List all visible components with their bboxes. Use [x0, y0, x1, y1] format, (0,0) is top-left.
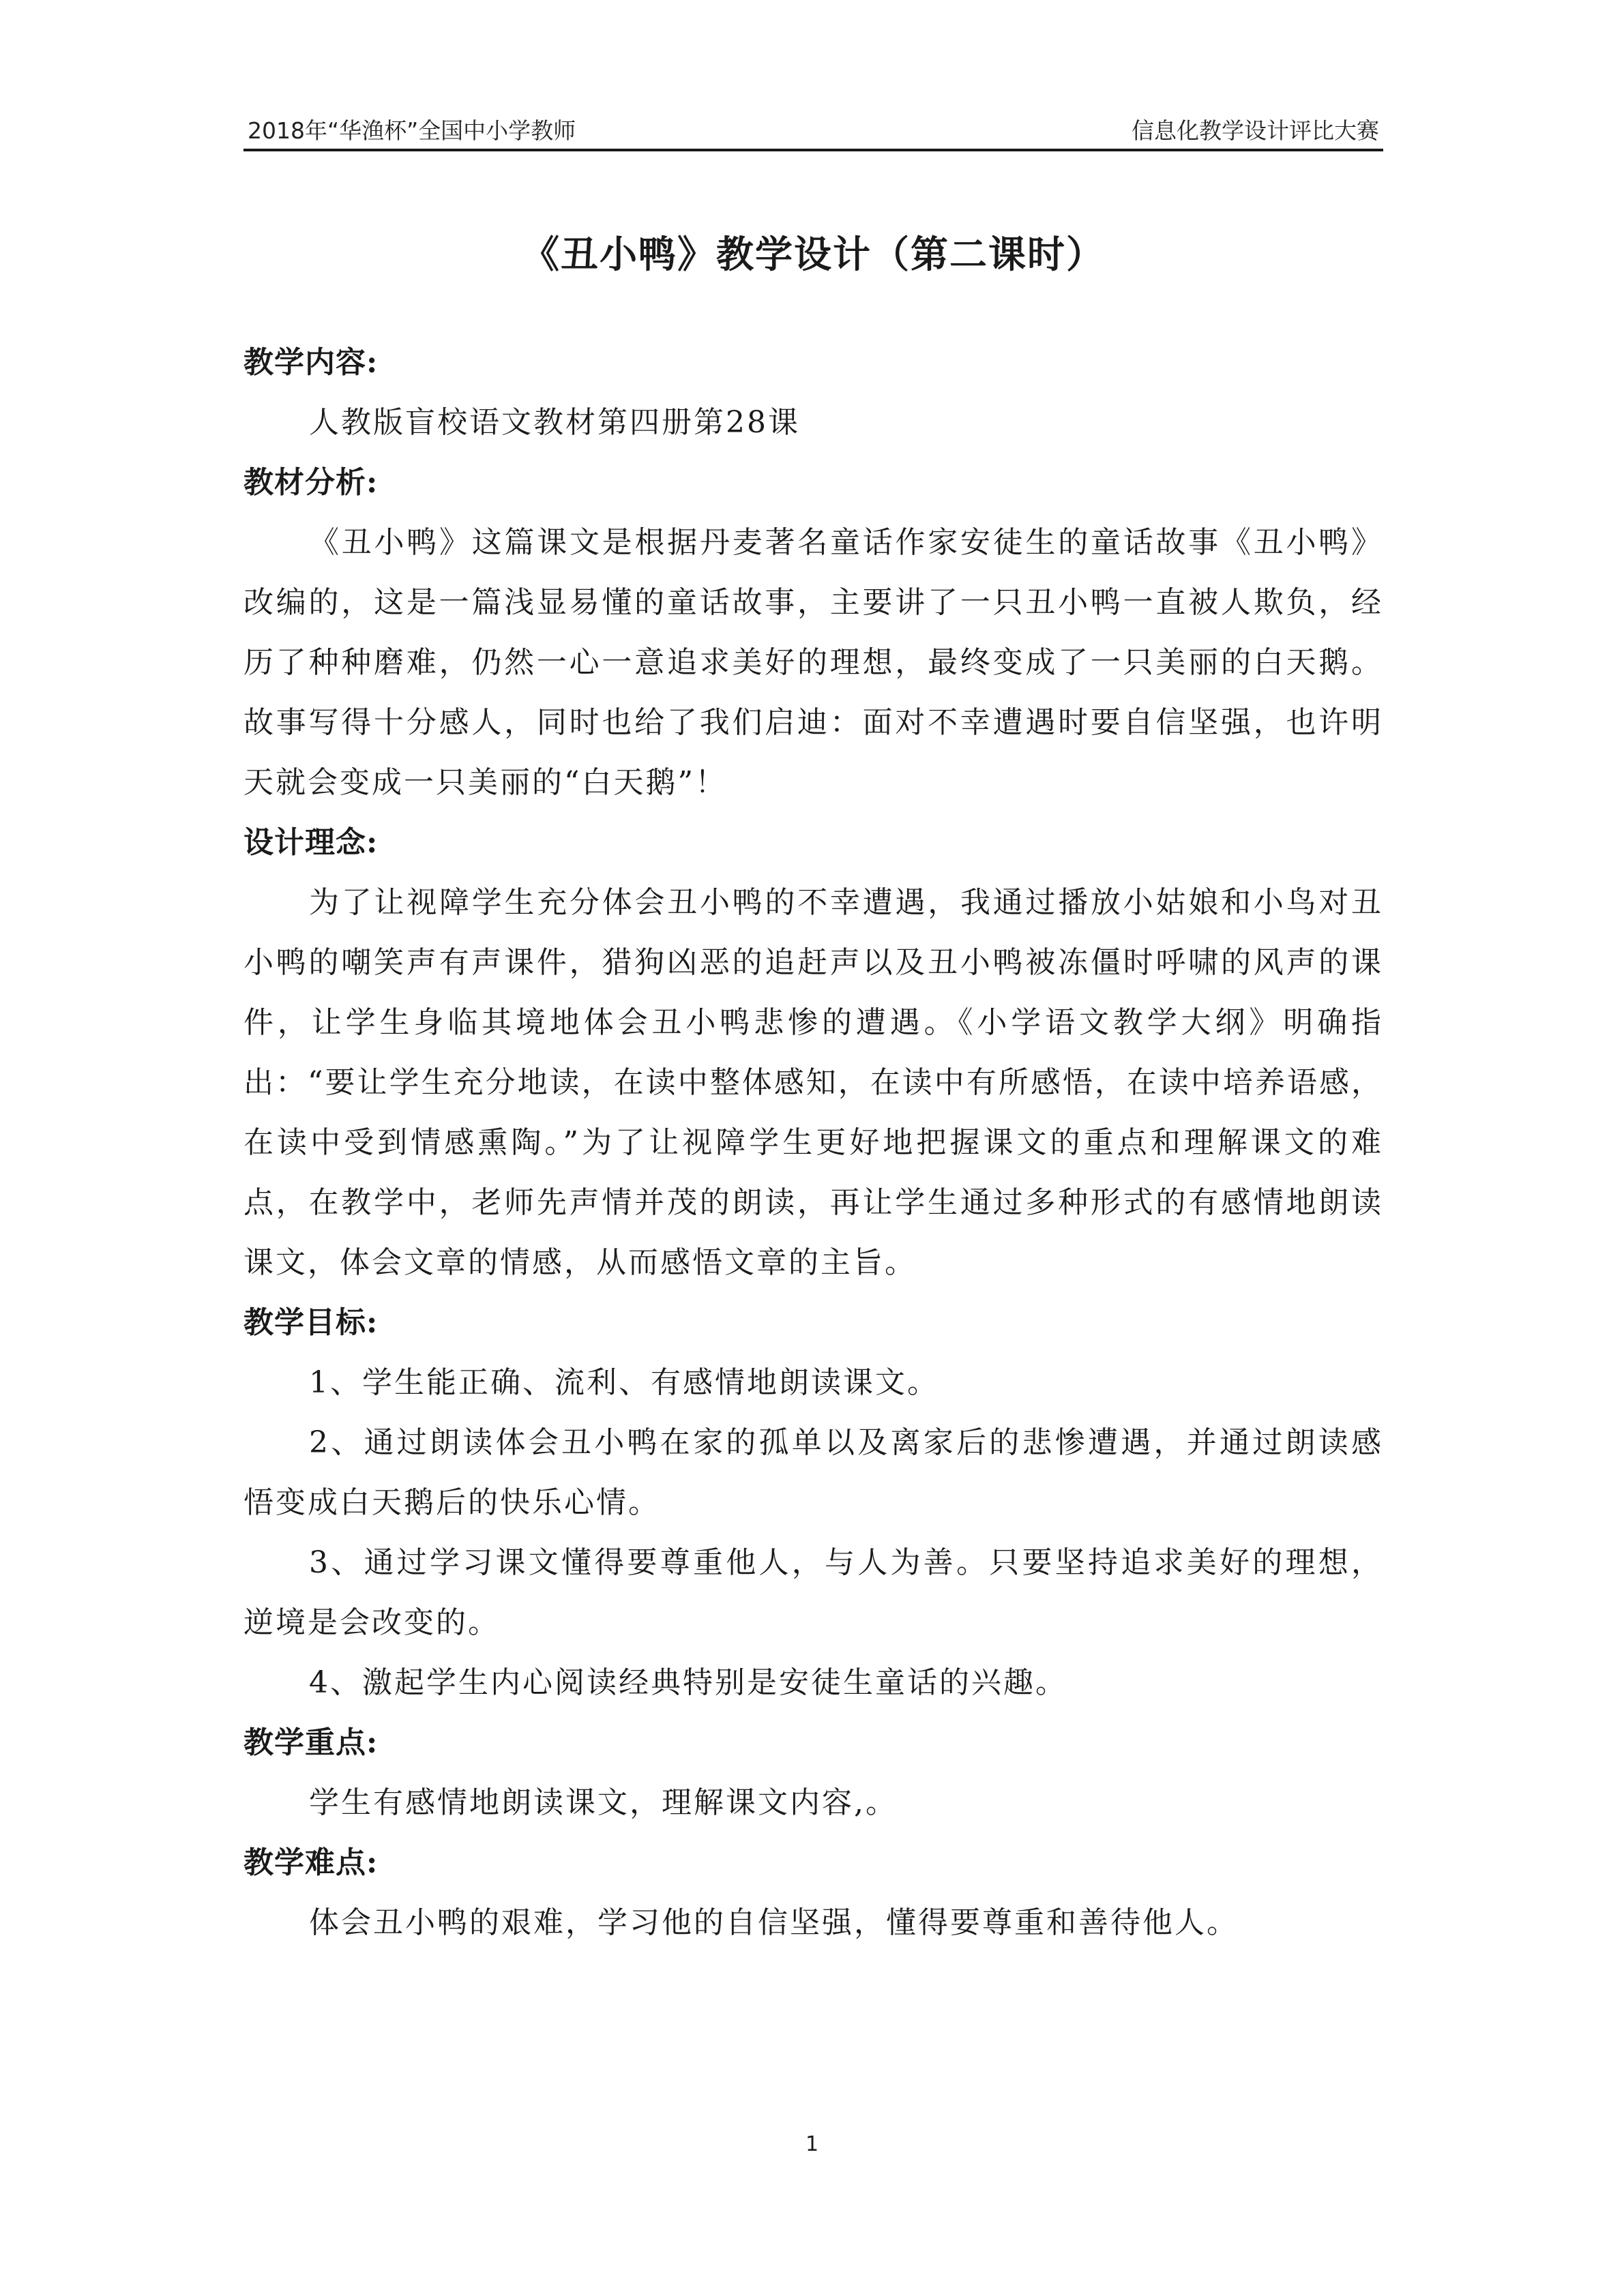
header-left-text: 2018年“华渔杯”全国中小学教师 [248, 117, 576, 144]
section-heading-concept: 设计理念: [243, 825, 379, 860]
goal-item-3: 3、通过学习课文懂得要尊重他人，与人为善。只要坚持追求美好的理想，逆境是会改变的。 [243, 1545, 1383, 1640]
section-text-analysis: 《丑小鸭》这篇课文是根据丹麦著名童话作家安徒生的童话故事《丑小鸭》改编的，这是一篇浅显易懂的童话故事，主要讲了一只丑小鸭一直被人欺负，经历了种种磨难，仍然一心一意追求美好的理想，最终变成了一只美丽的白天鹅。故事写得十分感人，同时也给了我们启迪：面对不幸遭遇时要自信坚强，也许明天就会变成一只美丽的“白天鹅”！ [243, 525, 1383, 800]
section-heading-goals: 教学目标: [243, 1305, 379, 1340]
header-right-text: 信息化教学设计评比大赛 [1132, 117, 1379, 144]
section-heading-analysis: 教材分析: [243, 465, 379, 500]
header-rule [243, 149, 1383, 151]
page-header [243, 115, 1383, 153]
section-text-concept: 为了让视障学生充分体会丑小鸭的不幸遭遇，我通过播放小姑娘和小鸟对丑小鸭的嘲笑声有声课件，猎狗凶恶的追赶声以及丑小鸭被冻僵时呼啸的风声的课件，让学生身临其境地体会丑小鸭悲惨的遭遇。《小学语文教学大纲》明确指出：“要让学生充分地读，在读中整体感知，在读中有所感悟，在读中培养语感，在读中受到情感熏陶。”为了让视障学生更好地把握课文的重点和理解课文的难点，在教学中，老师先声情并茂的朗读，再让学生通过多种形式的有感情地朗读课文，体会文章的情感，从而感悟文章的主旨。 [243, 885, 1383, 1280]
document-title: 《丑小鸭》教学设计（第二课时） [521, 232, 1105, 276]
section-heading-difficulties: 教学难点: [243, 1845, 379, 1880]
page-number: 1 [805, 2132, 819, 2156]
goal-item-4: 4、激起学生内心阅读经典特别是安徒生童话的兴趣。 [309, 1665, 1067, 1700]
section-text-content: 人教版盲校语文教材第四册第28课 [309, 405, 800, 440]
section-heading-content: 教学内容: [243, 345, 379, 380]
goal-item-1: 1、学生能正确、流利、有感情地朗读课文。 [309, 1365, 939, 1400]
section-text-difficulties: 体会丑小鸭的艰难，学习他的自信坚强，懂得要尊重和善待他人。 [309, 1905, 1239, 1940]
goal-item-2: 2、通过朗读体会丑小鸭在家的孤单以及离家后的悲惨遭遇，并通过朗读感悟变成白天鹅后的快乐心情。 [243, 1425, 1383, 1520]
document-body [243, 333, 1383, 1953]
section-text-key-points: 学生有感情地朗读课文，理解课文内容,。 [309, 1785, 898, 1820]
section-heading-key-points: 教学重点: [243, 1725, 379, 1760]
